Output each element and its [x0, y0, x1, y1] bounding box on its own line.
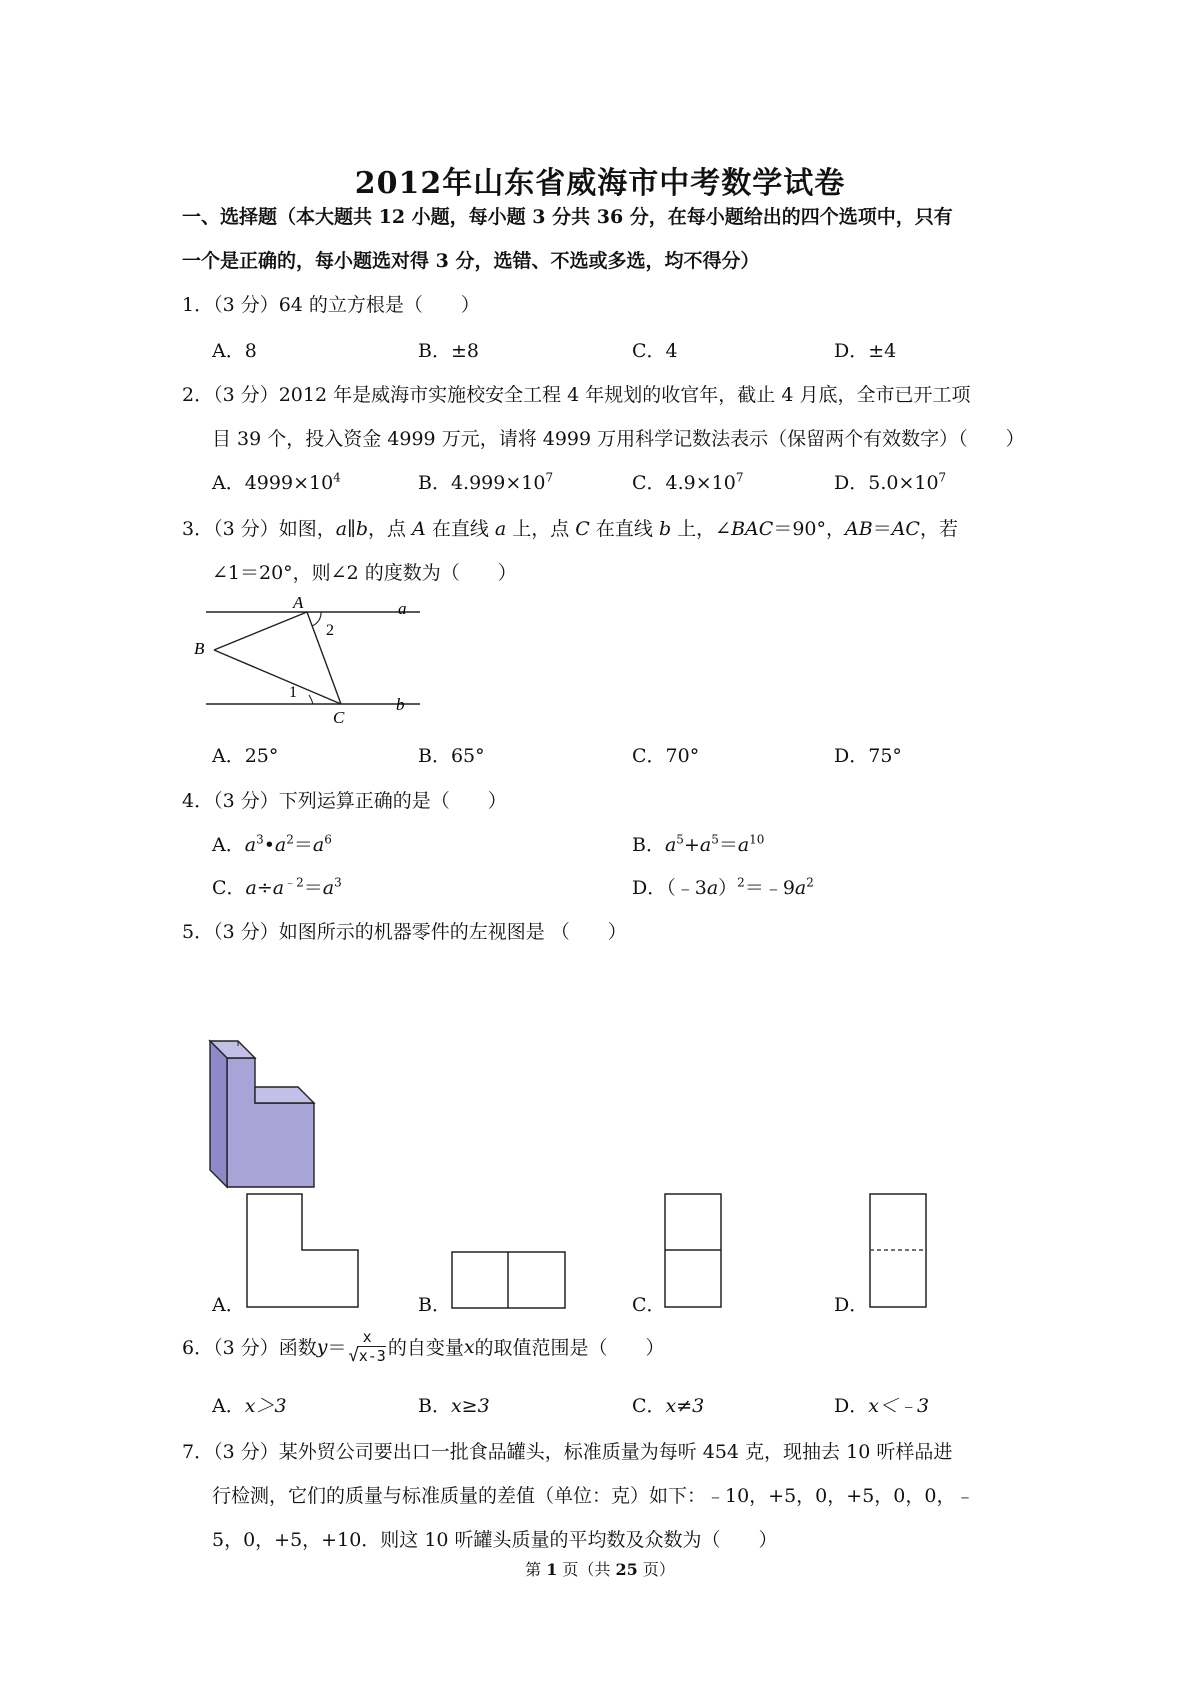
- q3-option-c: C．70°: [632, 745, 700, 767]
- question-2-line1: 2．（3 分）2012 年是威海市实施校安全工程 4 年规划的收官年，截止 4 月底，全市已开工项: [182, 384, 971, 406]
- section-heading-line2: 一个是正确的，每小题选对得 3 分，选错、不选或多选，均不得分）: [182, 250, 760, 272]
- label-point-B: B: [194, 639, 205, 658]
- question-4: 4．（3 分）下列运算正确的是（ ）: [182, 790, 507, 812]
- q5-machine-part-figure: [205, 1036, 355, 1188]
- q3-option-b: B．65°: [418, 745, 485, 767]
- q5-option-c: C．: [632, 1294, 666, 1316]
- q5-option-a-figure: [245, 1192, 360, 1309]
- question-2-line2: 目 39 个，投入资金 4999 万元，请将 4999 万用科学记数法表示（保留两个有效数字）（ ）: [212, 428, 1025, 450]
- question-5: 5．（3 分）如图所示的机器零件的左视图是 （ ）: [182, 921, 627, 943]
- q5-option-b: B．: [418, 1294, 451, 1316]
- q3-option-a: A．25°: [212, 745, 279, 767]
- q4-option-a: A．$a^3•a^2=a^6$: [212, 832, 332, 856]
- question-7-line1: 7．（3 分）某外贸公司要出口一批食品罐头，标准质量为每听 454 克，现抽去 10 听样品进: [182, 1441, 953, 1463]
- page-title: 2012年山东省威海市中考数学试卷: [354, 166, 846, 201]
- q3-figure-parallel-lines-triangle: [194, 593, 460, 730]
- q4-option-c: C．$a\div a^{﹣2}=a^3$: [212, 875, 342, 899]
- q6-option-b: B．x≥3: [418, 1395, 490, 1417]
- q6-option-c: C．x≠3: [632, 1395, 705, 1417]
- q5-option-d: D．: [834, 1294, 869, 1316]
- question-3-line2: ∠1＝20°，则∠2 的度数为（ ）: [212, 562, 517, 584]
- q6-option-d: D．x＜﹣3: [834, 1395, 930, 1417]
- question-7-line3: 5，0，+5，+10．则这 10 听罐头质量的平均数及众数为（ ）: [212, 1529, 778, 1551]
- q5-option-b-figure: [450, 1250, 567, 1310]
- q6-fraction: x √x-3: [348, 1328, 386, 1366]
- question-1: 1．（3 分）64 的立方根是（ ）: [182, 294, 480, 316]
- page-footer: 第 1 页（共 25 页）: [525, 1560, 675, 1579]
- q1-option-c: C．4: [632, 340, 678, 362]
- q2-option-c: C．$4.9\times 10^7$: [632, 470, 744, 494]
- section-heading-line1: 一、选择题（本大题共 12 小题，每小题 3 分共 36 分，在每小题给出的四个选项中，只有: [182, 206, 953, 228]
- q1-option-d: D．±4: [834, 340, 897, 362]
- q4-option-d: D．$(﹣3a)^2=﹣9a^2$: [632, 875, 814, 899]
- q2-option-b: B．$4.999\times 10^7$: [418, 470, 554, 494]
- label-line-b: b: [396, 695, 405, 714]
- label-point-C: C: [333, 708, 345, 727]
- q2-option-a: A．$4999\times 10^4$: [212, 470, 341, 494]
- q6-option-a: A．x＞3: [212, 1395, 287, 1417]
- q3-option-d: D．75°: [834, 745, 902, 767]
- question-6: 6．（3 分）函数 y ＝ x √x-3 的自变量 x 的取值范围是（ ）: [182, 1328, 665, 1366]
- q5-option-c-figure: [663, 1192, 723, 1309]
- label-point-A: A: [293, 593, 304, 612]
- q2-option-d: D．$5.0\times 10^7$: [834, 470, 947, 494]
- question-7-line2: 行检测，它们的质量与标准质量的差值（单位：克）如下：﹣10，+5，0，+5，0，0，﹣: [212, 1485, 975, 1507]
- question-3-line1: 3．（3 分）如图，a∥b，点 A 在直线 a 上，点 C 在直线 b 上，∠BAC＝90°，AB＝AC，若: [182, 518, 958, 540]
- label-angle-1: 1: [289, 684, 297, 701]
- label-line-a: a: [398, 599, 407, 618]
- q4-option-b: B．$a^5+a^5=a^{10}$: [632, 832, 765, 856]
- q5-option-d-figure: [868, 1192, 928, 1309]
- q1-option-b: B．±8: [418, 340, 479, 362]
- q1-option-a: A．8: [212, 340, 257, 362]
- label-angle-2: 2: [326, 622, 334, 639]
- q5-option-a: A．: [212, 1294, 245, 1316]
